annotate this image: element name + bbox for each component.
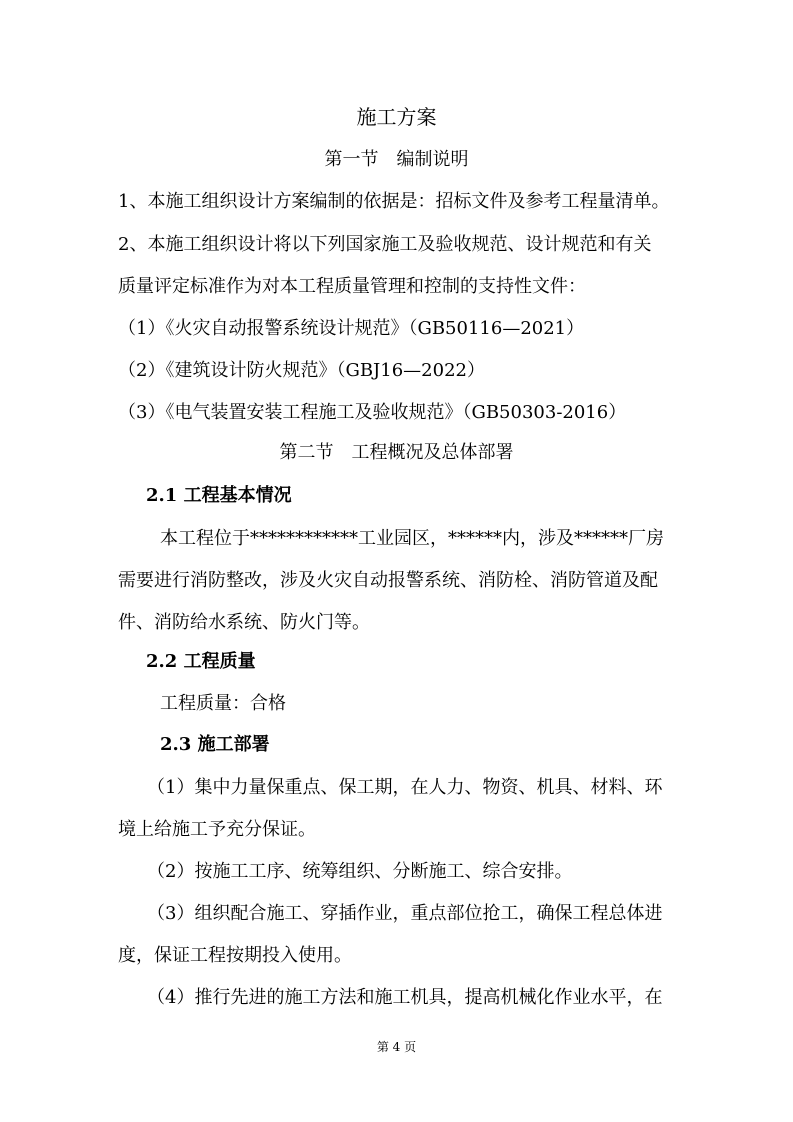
subsection-2-2-heading: 2.2 工程质量	[146, 651, 256, 672]
paragraph-standards-line-2: 质量评定标准作为对本工程质量管理和控制的支持性文件：	[118, 276, 586, 297]
subsection-2-3-heading: 2.3 施工部署	[160, 734, 270, 755]
reference-item-1: （1）《火灾自动报警系统设计规范》（GB50116—2021）	[118, 318, 585, 339]
deployment-item-1-line-1: （1）集中力量保重点、保工期，在人力、物资、机具、材料、环	[147, 777, 663, 798]
quality-line: 工程质量：合格	[160, 693, 286, 714]
paragraph-standards-line-1: 2、本施工组织设计将以下列国家施工及验收规范、设计规范和有关	[118, 234, 652, 255]
overview-line-1: 本工程位于************工业园区，******内，涉及******厂房	[160, 528, 664, 549]
deployment-item-4-line-1: （4）推行先进的施工方法和施工机具，提高机械化作业水平，在	[147, 987, 663, 1008]
section-2-heading: 第二节 工程概况及总体部署	[279, 442, 514, 463]
section-1-heading: 第一节 编制说明	[324, 149, 469, 170]
overview-line-2: 需要进行消防整改，涉及火灾自动报警系统、消防栓、消防管道及配	[118, 570, 658, 591]
deployment-item-3-line-1: （3）组织配合施工、穿插作业，重点部位抢工，确保工程总体进	[147, 903, 663, 924]
deployment-item-2: （2）按施工工序、统筹组织、分断施工、综合安排。	[147, 861, 573, 882]
overview-line-3: 件、消防给水系统、防火门等。	[118, 612, 370, 633]
paragraph-basis: 1、本施工组织设计方案编制的依据是：招标文件及参考工程量清单。	[118, 191, 670, 212]
page-number: 第 4 页	[376, 1040, 417, 1054]
deployment-item-1-line-2: 境上给施工予充分保证。	[118, 819, 316, 840]
reference-item-3: （3）《电气装置安装工程施工及验收规范》（GB50303-2016）	[118, 402, 627, 423]
document-title: 施工方案	[356, 105, 437, 129]
deployment-item-3-line-2: 度，保证工程按期投入使用。	[118, 945, 352, 966]
reference-item-2: （2）《建筑设计防火规范》（GBJ16—2022）	[118, 360, 485, 381]
subsection-2-1-heading: 2.1 工程基本情况	[146, 485, 292, 506]
